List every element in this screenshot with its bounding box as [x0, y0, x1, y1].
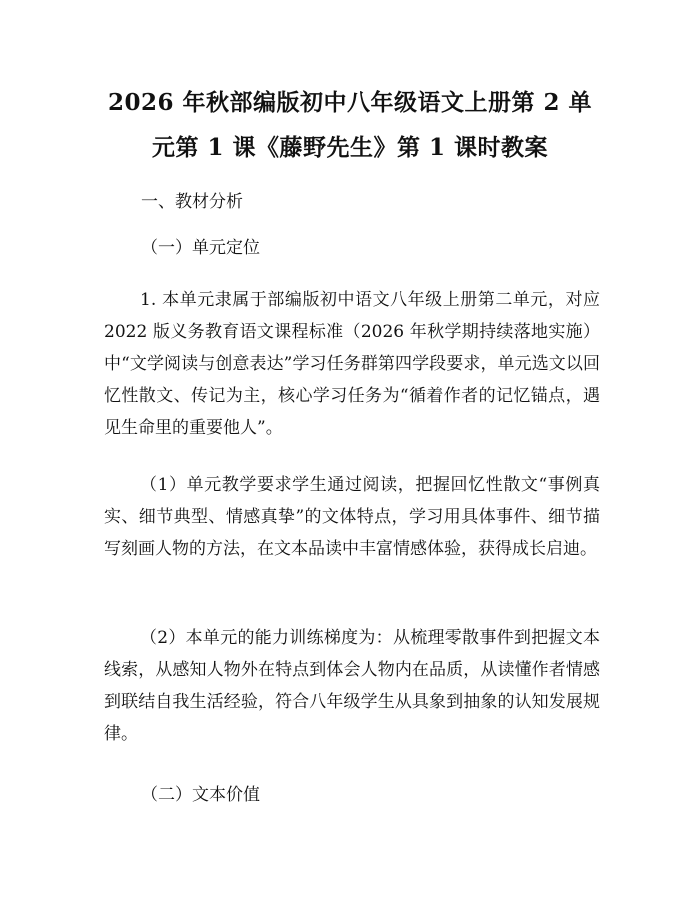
subsection-heading-text-value: （二）文本价值 — [141, 785, 260, 805]
document-title-line-1: 2026 年秋部编版初中八年级语文上册第 2 单 — [107, 89, 593, 116]
paragraph-teaching-requirements: （1）单元教学要求学生通过阅读，把握回忆性散文“事例真实、细节典型、情感真挚”的文体特点，学习用具体事件、细节描写刻画人物的方法，在文本品读中丰富情感体验，获得成长启迪。 — [104, 475, 600, 559]
section-heading-teaching-material-analysis: 一、教材分析 — [141, 192, 243, 212]
paragraph-ability-gradient: （2）本单元的能力训练梯度为：从梳理零散事件到把握文本线索，从感知人物外在特点到体会人物内在品质，从读懂作者情感到联结自我生活经验，符合八年级学生从具象到抽象的认知发展规律。 — [104, 628, 600, 744]
document-title-line-2: 元第 1 课《藤野先生》第 1 课时教案 — [151, 134, 549, 161]
paragraph-unit-overview: 1. 本单元隶属于部编版初中语文八年级上册第二单元，对应 2022 版义务教育语文课程标准（2026 年秋学期持续落地实施）中“文学阅读与创意表达”学习任务群第四学段要求，单元选文以回忆性散文、传记为主，核心学习任务为“循着作者的记忆锚点，遇见生命里的重要他人”。 — [104, 290, 600, 438]
subsection-heading-unit-positioning: （一）单元定位 — [141, 238, 260, 258]
